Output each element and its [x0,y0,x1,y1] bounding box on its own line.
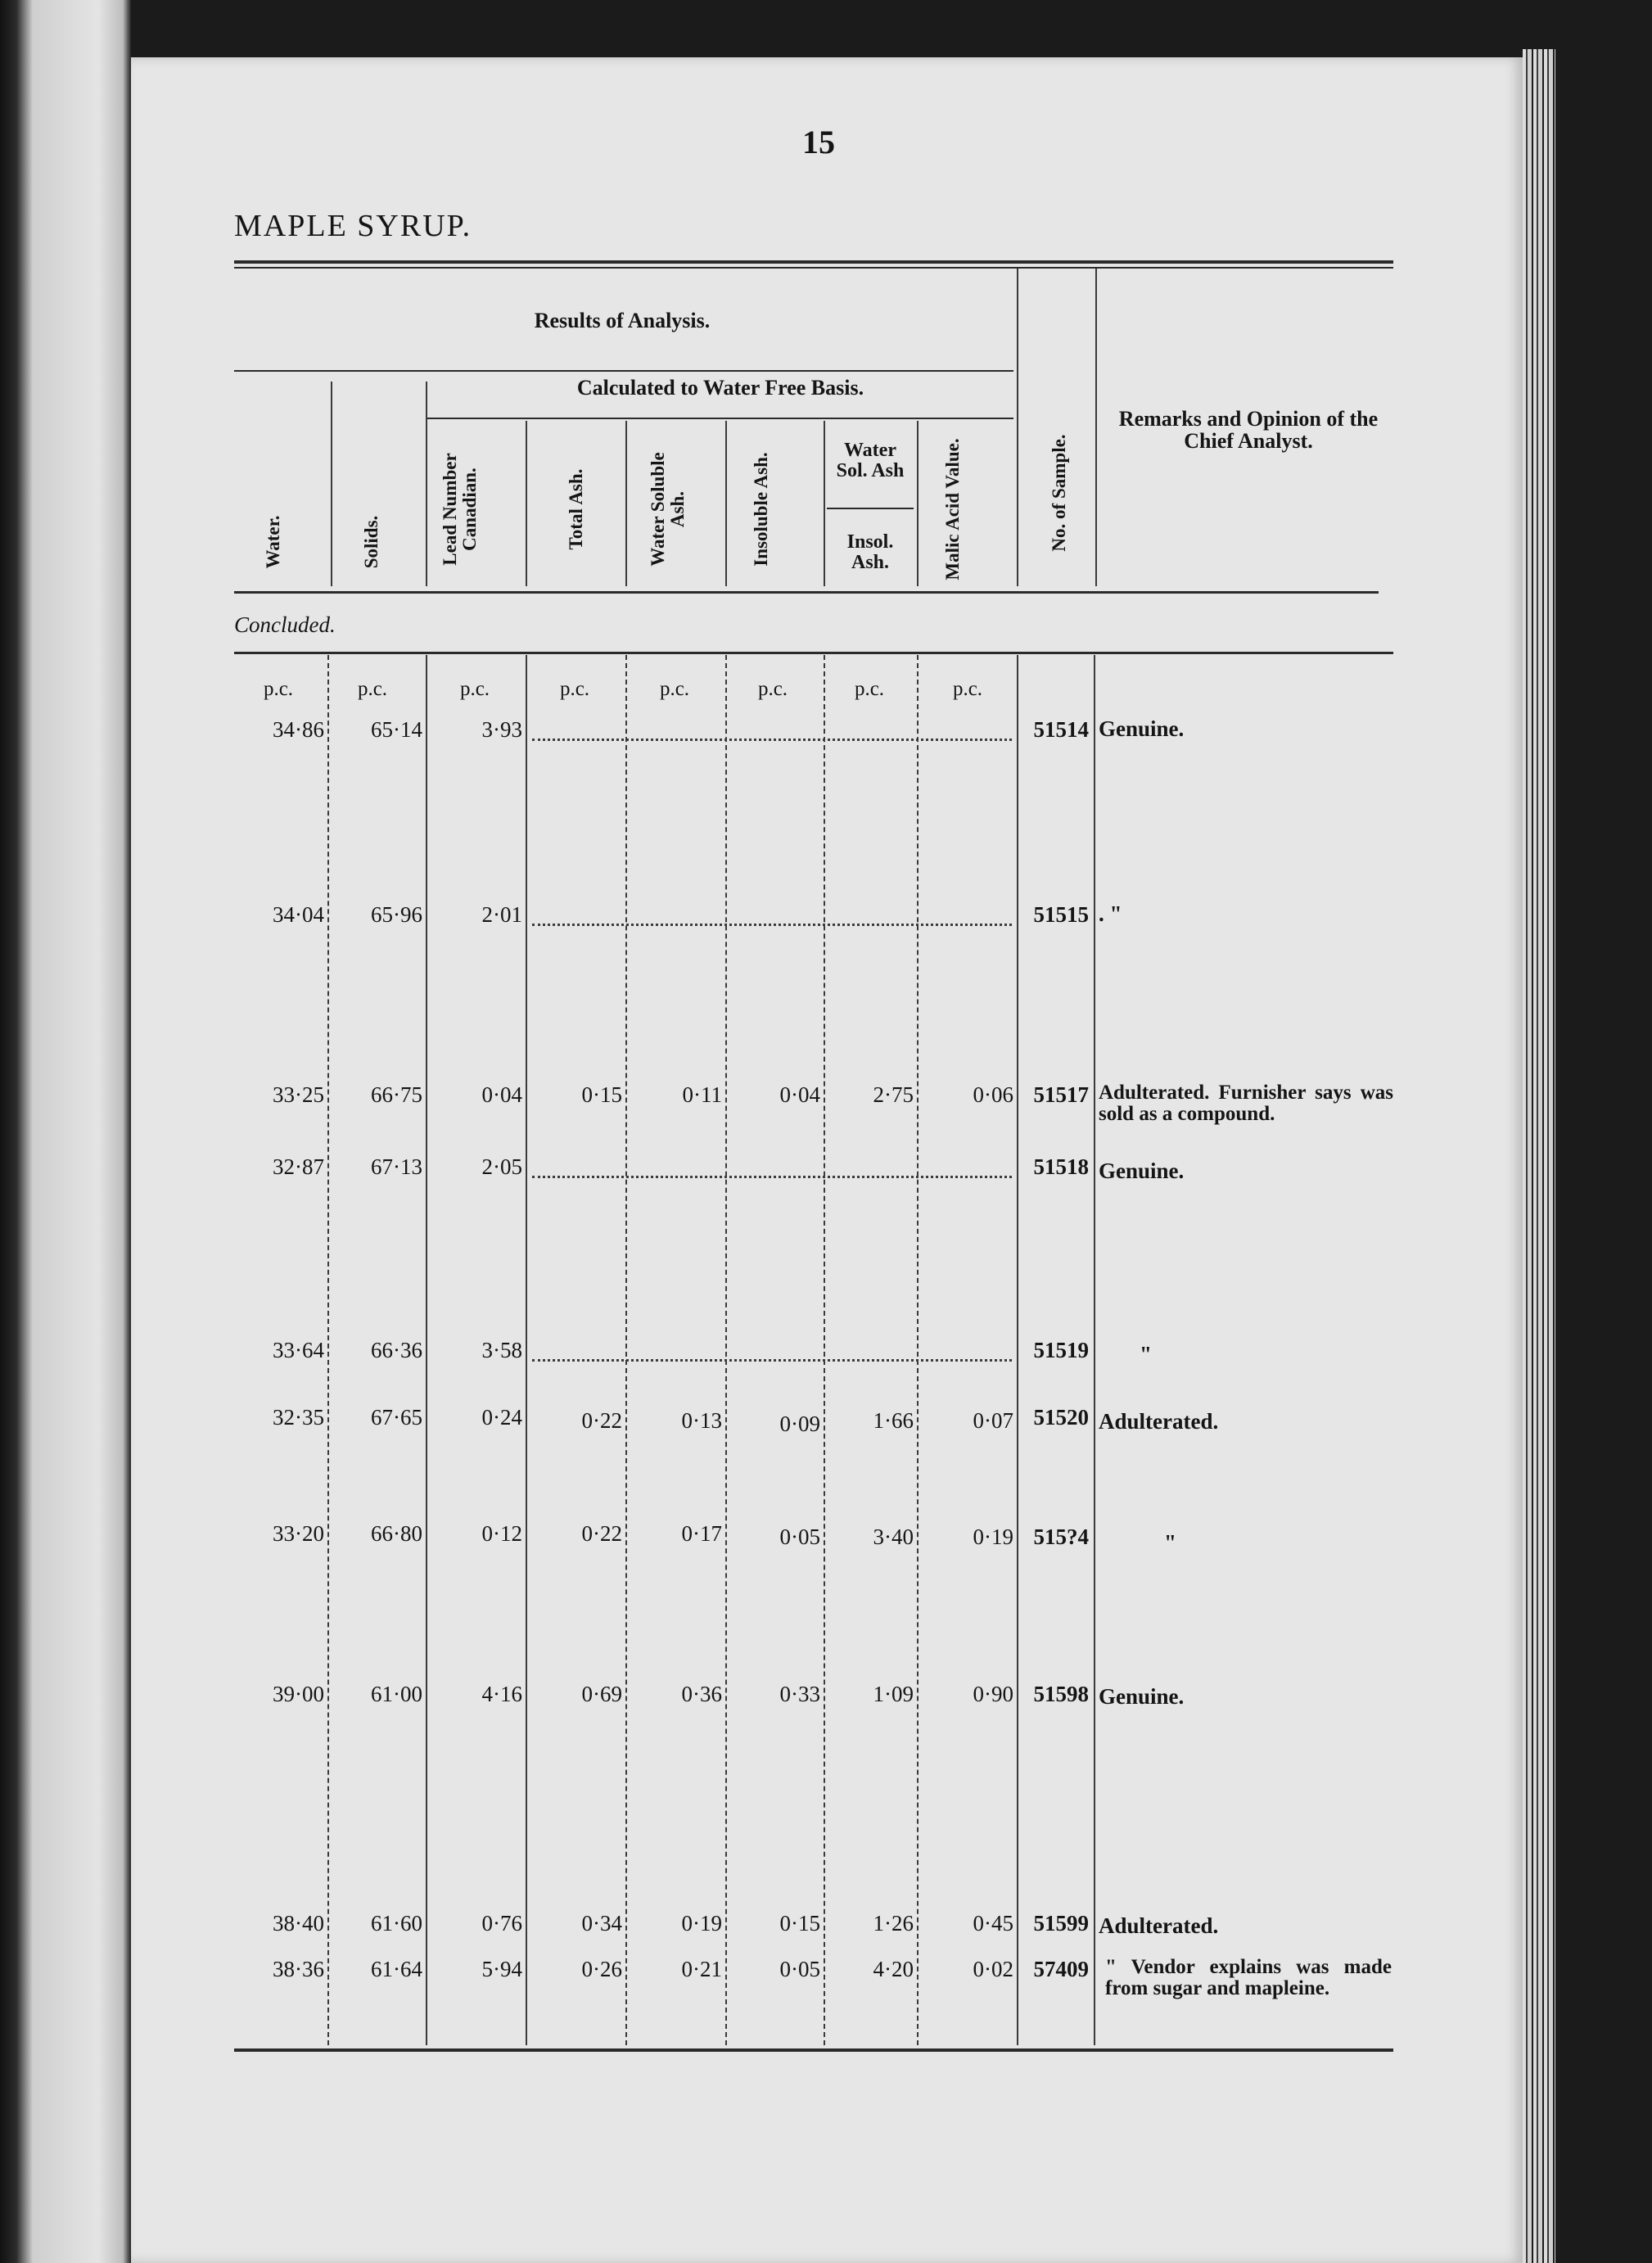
table-row [0,1405,1652,1438]
col-line [917,421,919,586]
remark-cell: Adulterated. [1099,1913,1219,1938]
leader-dots [532,739,1012,741]
table-row [0,1682,1652,1714]
ratio-cell: 2·75 [873,1082,914,1107]
total-ash-cell: 0·69 [581,1682,622,1706]
table-row [0,1082,1652,1148]
remark-cell: Genuine. [1099,716,1185,741]
total-ash-heading: Total Ash. [566,468,586,550]
unit-label: p.c. [263,678,294,700]
water-cell: 39·00 [273,1682,324,1706]
unit-label: p.c. [659,678,690,700]
sample-cell: 51519 [1033,1338,1089,1362]
total-ash-cell: 0·22 [581,1521,622,1546]
total-ash-cell: 0·15 [581,1082,622,1107]
sample-cell: 51518 [1033,1154,1089,1179]
page-number: 15 [802,124,835,160]
malic-acid-heading: Malic Acid Value. [942,438,963,580]
remark-cell: " [1140,1342,1152,1366]
col-line [1017,269,1018,586]
sample-cell: 51517 [1033,1082,1089,1107]
insol-ash-cell: 0·09 [779,1412,820,1436]
water-cell: 33·25 [273,1082,324,1107]
solids-cell: 65·14 [371,717,422,742]
lead-cell: 2·05 [481,1154,522,1179]
table-row [0,1911,1652,1944]
remark-cell: " Vendor explains was made from sugar and mapleine. [1105,1956,1392,2000]
col-line [1095,269,1097,586]
col-line [526,421,527,586]
insoluble-ash-heading: Insoluble Ash. [751,452,771,567]
remark-cell: Adulterated. Furnisher says was sold as a compound. [1099,1082,1393,1126]
unit-label: p.c. [559,678,590,700]
water-cell: 34·86 [273,717,324,742]
ws-ash-cell: 0·11 [682,1082,722,1107]
water-cell: 32·35 [273,1405,324,1430]
col-line [426,382,427,586]
insol-ash-cell: 0·04 [779,1082,820,1107]
results-heading: Results of Analysis. [534,309,711,332]
remarks-heading: Remarks and Opinion of the Chief Analyst. [1118,407,1379,454]
lead-number-heading: Lead Number Canadian. [440,453,481,566]
table-row [0,1154,1652,1187]
table-row [0,717,1652,750]
sample-cell: 515?4 [1033,1524,1089,1549]
results-rule [234,370,1013,372]
solids-cell: 61·00 [371,1682,422,1706]
remark-cell: Genuine. [1099,1159,1185,1183]
water-cell: 33·20 [273,1521,324,1546]
unit-label: p.c. [757,678,788,700]
solids-cell: 66·80 [371,1521,422,1546]
malic-cell: 0·19 [973,1524,1013,1549]
malic-cell: 0·02 [973,1957,1013,1981]
leader-dots [532,924,1012,926]
leader-dots [532,1176,1012,1178]
remark-cell: Adulterated. [1099,1409,1219,1434]
sample-cell: 51598 [1033,1682,1089,1706]
solids-cell: 61·60 [371,1911,422,1936]
calculated-heading: Calculated to Water Free Basis. [576,376,864,400]
ws-ash-cell: 0·19 [681,1911,722,1936]
lead-cell: 5·94 [481,1957,522,1981]
insol-ash-cell: 0·05 [779,1524,820,1549]
solids-cell: 66·36 [371,1338,422,1362]
ws-ash-cell: 0·36 [681,1682,722,1706]
ratio-cell: 1·66 [873,1408,914,1433]
ws-ash-cell: 0·21 [681,1957,722,1981]
lead-cell: 4·16 [481,1682,522,1706]
table-row [0,1521,1652,1554]
water-soluble-ash-heading: Water Soluble Ash. [648,452,688,567]
ratio-divider [827,508,914,509]
sample-cell: 51520 [1033,1405,1089,1430]
solids-cell: 66·75 [371,1082,422,1107]
solids-cell: 67·13 [371,1154,422,1179]
solids-cell: 65·96 [371,902,422,927]
malic-cell: 0·45 [973,1911,1013,1936]
unit-label: p.c. [952,678,983,700]
ratio-cell: 4·20 [873,1957,914,1981]
total-ash-cell: 0·22 [581,1408,622,1433]
section-title: MAPLE SYRUP. [234,209,472,243]
water-cell: 33·64 [273,1338,324,1362]
ws-ash-cell: 0·17 [681,1521,722,1546]
sample-number-heading: No. of Sample. [1049,434,1069,552]
malic-cell: 0·06 [973,1082,1013,1107]
lead-cell: 0·04 [481,1082,522,1107]
unit-label: p.c. [357,678,388,700]
ratio-heading-top: Water Sol. Ash [836,440,905,482]
top-rule-inner [234,267,1393,269]
ratio-cell: 1·09 [873,1682,914,1706]
remark-cell: " [1164,1530,1176,1555]
header-bottom-rule [234,591,1379,594]
remark-cell: . " [1099,901,1122,926]
lead-cell: 0·24 [481,1405,522,1430]
col-line [331,382,332,586]
ratio-cell: 1·26 [873,1911,914,1936]
solids-heading: Solids. [361,515,381,569]
sample-cell: 51515 [1033,902,1089,927]
water-cell: 38·36 [273,1957,324,1981]
leader-dots [532,1359,1012,1362]
malic-cell: 0·07 [973,1408,1013,1433]
water-cell: 32·87 [273,1154,324,1179]
insol-ash-cell: 0·15 [779,1911,820,1936]
ws-ash-cell: 0·13 [681,1408,722,1433]
solids-cell: 67·65 [371,1405,422,1430]
concluded-label: Concluded. [234,612,336,637]
lead-cell: 3·58 [481,1338,522,1362]
lead-cell: 3·93 [481,717,522,742]
remark-cell: Genuine. [1099,1684,1185,1709]
ratio-cell: 3·40 [873,1524,914,1549]
water-cell: 34·04 [273,902,324,927]
table-row [0,1957,1652,2039]
malic-cell: 0·90 [973,1682,1013,1706]
total-ash-cell: 0·34 [581,1911,622,1936]
table-row [0,902,1652,935]
unit-label: p.c. [854,678,885,700]
unit-label: p.c. [459,678,490,700]
body-top-rule [234,652,1393,654]
sample-cell: 51599 [1033,1911,1089,1936]
col-line [824,421,825,586]
sample-cell: 57409 [1033,1957,1089,1981]
total-ash-cell: 0·26 [581,1957,622,1981]
top-rule [234,260,1393,264]
lead-cell: 0·76 [481,1911,522,1936]
sample-cell: 51514 [1033,717,1089,742]
insol-ash-cell: 0·05 [779,1957,820,1981]
water-heading: Water. [263,515,283,569]
water-cell: 38·40 [273,1911,324,1936]
col-line [725,421,727,586]
table-row [0,1338,1652,1371]
col-line [625,421,627,586]
lead-cell: 0·12 [481,1521,522,1546]
insol-ash-cell: 0·33 [779,1682,820,1706]
lead-cell: 2·01 [481,902,522,927]
bottom-rule [234,2048,1393,2052]
solids-cell: 61·64 [371,1957,422,1981]
ratio-heading-bottom: Insol. Ash. [846,531,894,574]
calculated-rule [426,418,1013,419]
